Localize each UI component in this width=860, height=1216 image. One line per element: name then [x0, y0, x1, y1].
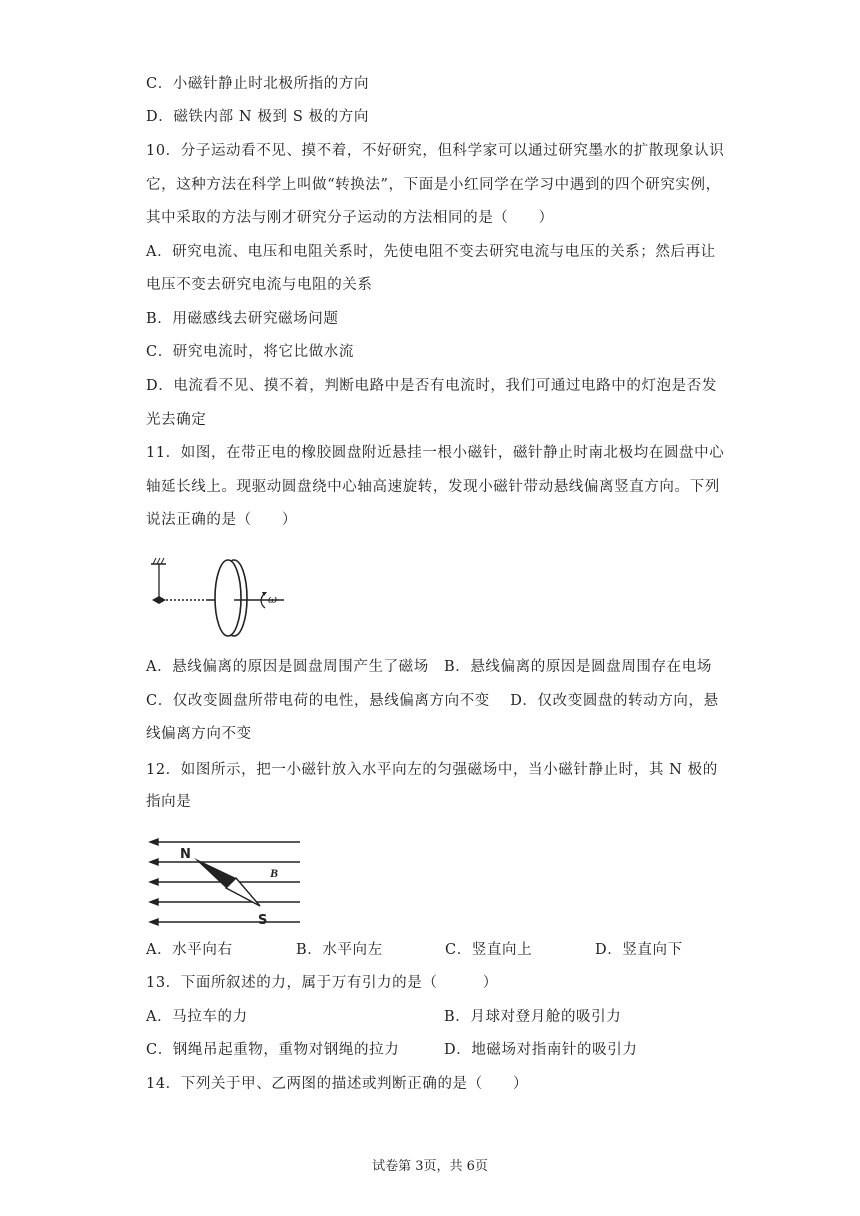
north-label: N	[180, 847, 191, 862]
q13-option-c: C．钢绳吊起重物，重物对钢绳的拉力	[146, 1042, 400, 1058]
q11-figure	[146, 556, 296, 640]
q13-option-b: B．月球对登月舱的吸引力	[444, 1009, 622, 1025]
q9-option-c: C．小磁针静止时北极所指的方向	[146, 76, 370, 92]
q12-option-b: B．水平向左	[296, 942, 383, 958]
rotation-arrow	[261, 594, 265, 608]
q10-option-a-line1: A．研究电流、电压和电阻关系时，先使电阻不变去研究电流与电压的关系；然后再让	[146, 244, 716, 260]
q11-options-ab: A．悬线偏离的原因是圆盘周围产生了磁场 B．悬线偏离的原因是圆盘周围存在电场	[146, 659, 712, 675]
q13-stem: 13．下面所叙述的力，属于万有引力的是（ ）	[146, 975, 498, 991]
q12-option-a: A．水平向右	[146, 942, 233, 958]
field-b-label: B	[270, 866, 279, 880]
q10-option-d-line2: 光去确定	[146, 412, 207, 428]
q12-option-d: D．竖直向下	[595, 942, 683, 958]
q12-stem-line2: 指向是	[146, 794, 192, 810]
q11-stem-line2: 轴延长线上。现驱动圆盘绕中心轴高速旋转，发现小磁针带动悬线偏离竖直方向。下列	[146, 479, 720, 495]
q10-stem-line1: 10．分子运动看不见、摸不着，不好研究，但科学家可以通过研究墨水的扩散现象认识	[146, 143, 725, 159]
q10-option-a-line2: 电压不变去研究电流与电阻的关系	[146, 277, 373, 293]
q10-option-b: B．用磁感线去研究磁场问题	[146, 311, 339, 327]
q12-option-c: C．竖直向上	[445, 942, 533, 958]
q11-options-cd: C．仅改变圆盘所带电荷的电性，悬线偏离方向不变 D．仅改变圆盘的转动方向，悬	[146, 693, 719, 709]
q13-option-d: D．地磁场对指南针的吸引力	[444, 1042, 638, 1058]
compass-needle	[152, 596, 166, 604]
omega-label: ω	[268, 593, 277, 606]
q11-stem-line3: 说法正确的是（ ）	[146, 512, 297, 528]
q12-figure	[148, 834, 304, 928]
q14-stem: 14．下列关于甲、乙两图的描述或判断正确的是（ ）	[146, 1076, 529, 1092]
q11-option-d-line2: 线偏离方向不变	[146, 726, 252, 742]
q10-option-c: C．研究电流时，将它比做水流	[146, 344, 354, 360]
disc-front	[215, 560, 241, 636]
q9-option-d: D．磁铁内部 N 极到 S 极的方向	[146, 109, 369, 125]
page-footer: 试卷第 3页，共 6页	[372, 1159, 488, 1174]
south-label: S	[258, 913, 268, 928]
q10-stem-line3: 其中采取的方法与刚才研究分子运动的方法相同的是（ ）	[146, 210, 554, 226]
q10-stem-line2: 它，这种方法在科学上叫做“转换法”，下面是小红同学在学习中遇到的四个研究实例，	[146, 177, 721, 193]
q10-option-d-line1: D．电流看不见、摸不着，判断电路中是否有电流时，我们可通过电路中的灯泡是否发	[146, 378, 717, 394]
q13-option-a: A．马拉车的力	[146, 1009, 248, 1025]
q11-stem-line1: 11．如图，在带正电的橡胶圆盘附近悬挂一根小磁针，磁针静止时南北极均在圆盘中心	[146, 445, 725, 461]
q12-stem-line1: 12．如图所示，把一小磁针放入水平向左的匀强磁场中，当小磁针静止时，其 N 极的	[146, 762, 718, 778]
